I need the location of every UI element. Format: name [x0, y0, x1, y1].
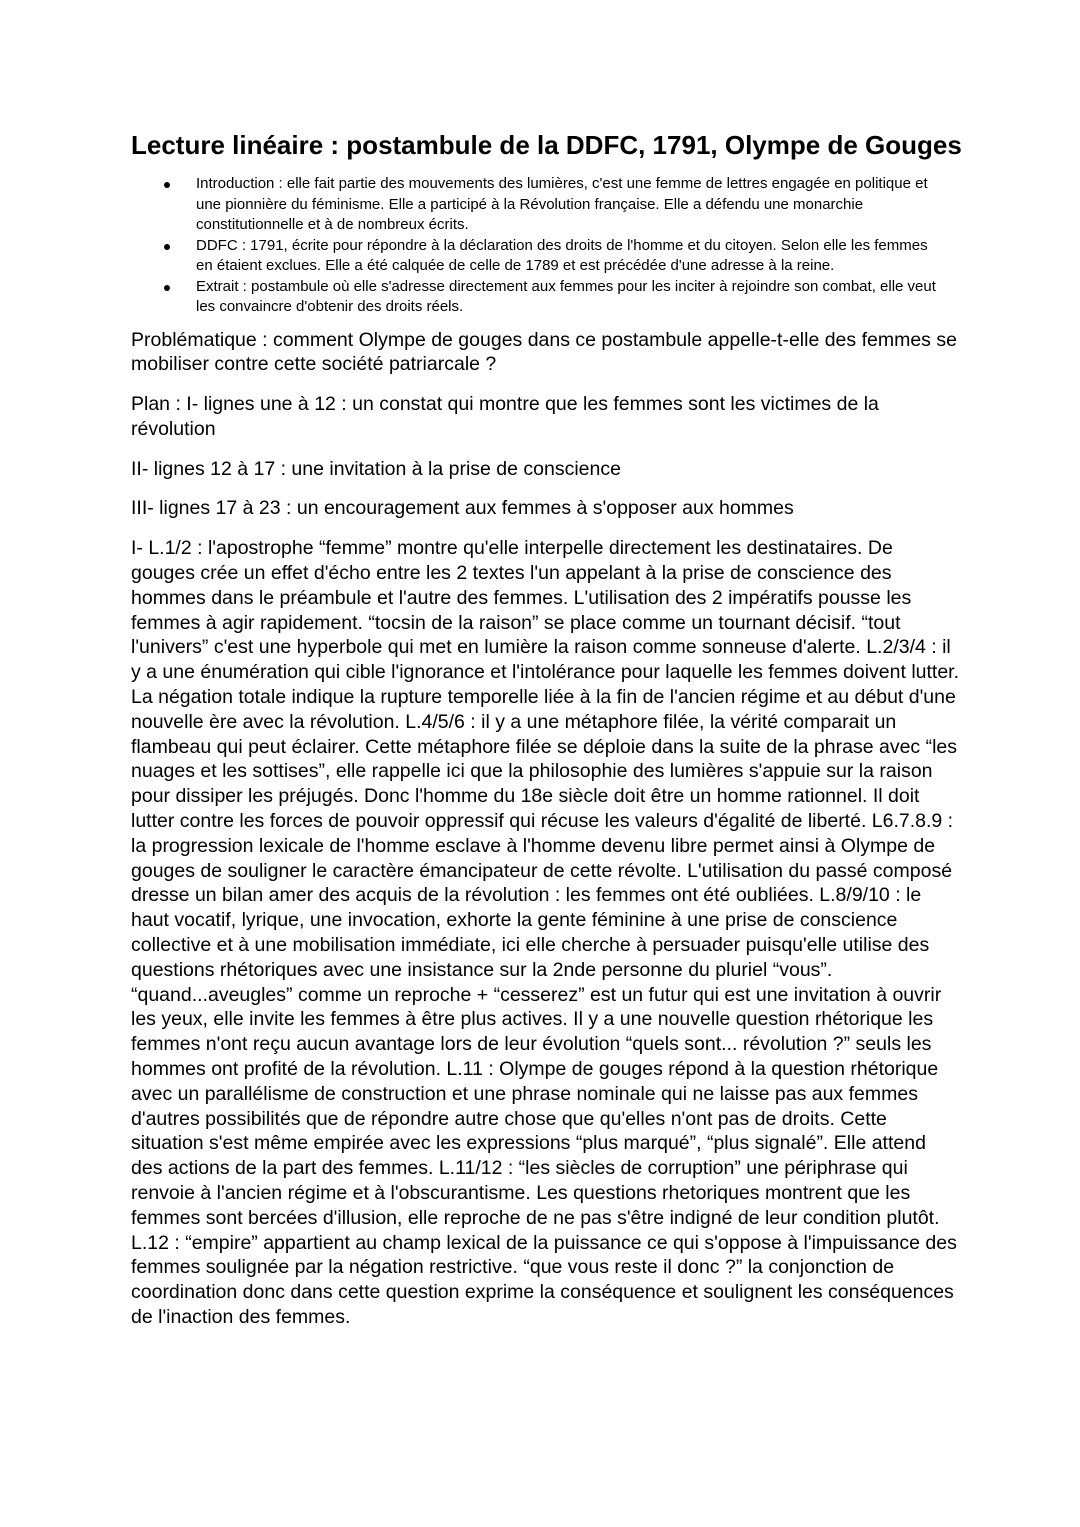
- plan-part-2: II- lignes 12 à 17 : une invitation à la prise de conscience: [131, 457, 621, 480]
- bullet-text: Extrait : postambule où elle s'adresse directement aux femmes pour les inciter à rejoindre son combat, elle veut les convaincre d'obtenir des droits réels.: [196, 277, 936, 315]
- bullet-ddfc: [131, 236, 941, 277]
- bullet-extrait: [131, 277, 941, 318]
- document-page: [131, 128, 961, 1330]
- document-title: Lecture linéaire : postambule de la DDFC, 1791, Olympe de Gouges: [131, 130, 962, 160]
- bullet-introduction: [131, 174, 941, 236]
- intro-bullet-list: [131, 174, 961, 318]
- bullet-text: DDFC : 1791, écrite pour répondre à la déclaration des droits de l'homme et du citoyen. Selon elle les femmes en étaient exclues. Elle a été calquée de celle de 1789 et est précédée d'une adresse à la reine.: [196, 236, 928, 274]
- bullet-text: Introduction : elle fait partie des mouvements des lumières, c'est une femme de lettres engagée en politique et une pionnière du féminisme. Elle a participé à la Révolution française. Elle a défendu une monarchie constitutionnelle et à de nombreux écrits.: [196, 175, 928, 233]
- bullet-dot-icon: [164, 285, 170, 291]
- bullet-dot-icon: [164, 182, 170, 188]
- plan-part-3: III- lignes 17 à 23 : un encouragement aux femmes à s'opposer aux hommes: [131, 497, 794, 520]
- bullet-dot-icon: [164, 244, 170, 250]
- plan-part-1: Plan : I- lignes une à 12 : un constat qui montre que les femmes sont les victimes de la révolution: [131, 393, 879, 440]
- analysis-paragraph: I- L.1/2 : l'apostrophe “femme” montre qu'elle interpelle directement les destinataires. De gouges crée un effet d'écho entre les 2 textes l'un appelant à la prise de conscience des hommes dans le préambule et l'autre des femmes. L'utilisation des 2 impératifs pousse les femmes à agir rapidement. “tocsin de la raison” se place comme un tournant décisif. “tout l'univers” c'est une hyperbole qui met en lumière la raison comme sonneuse d'alerte. L.2/3/4 : il y a une énumération qui cible l'ignorance et l'intolérance pour laquelle les femmes doivent lutter. La négation totale indique la rupture temporelle liée à la fin de l'ancien régime et au début d'une nouvelle ère avec la révolution. L.4/5/6 : il y a une métaphore filée, la vérité comparait un flambeau qui peut éclairer. Cette métaphore filée se déploie dans la suite de la phrase avec “les nuages et les sottises”, elle rappelle ici que la philosophie des lumières s'appuie sur la raison pour dissiper les préjugés. Donc l'homme du 18e siècle doit être un homme rationnel. Il doit lutter contre les forces de pouvoir oppressif qui récuse les valeurs d'égalité de liberté. L6.7.8.9 : la progression lexicale de l'homme esclave à l'homme devenu libre permet ainsi à Olympe de gouges de souligner le caractère émancipateur de cette révolte. L'utilisation du passé composé dresse un bilan amer des acquis de la révolution : les femmes ont été oubliées. L.8/9/10 : le haut vocatif, lyrique, une invocation, exhorte la gente féminine à une prise de conscience collective et à une mobilisation immédiate, ici elle cherche à persuader puisqu'elle utilise des questions rhétoriques avec une insistance sur la 2nde personne du pluriel “vous”. “quand...aveugles” comme un reproche + “cesserez” est un futur qui est une invitation à ouvrir les yeux, elle invite les femmes à être plus actives. Il y a une nouvelle question rhétorique les femmes n'ont reçu aucun avantage lors de leur évolution “quels sont... révolution ?” seuls les hommes ont profité de la révolution. L.11 : Olympe de gouges répond à la question rhétorique avec un parallélisme de construction et une phrase nominale qui ne laisse pas aux femmes d'autres possibilités que de répondre autre chose que qu'elles n'ont pas de droits. Cette situation s'est même empirée avec les expressions “plus marqué”, “plus signalé”. Elle attend des actions de la part des femmes. L.11/12 : “les siècles de corruption” une périphrase qui renvoie à l'ancien régime et à l'obscurantisme. Les questions rhetoriques montrent que les femmes sont bercées d'illusion, elle reproche de ne pas s'être indigné de leur condition plutôt. L.12 : “empire” appartient au champ lexical de la puissance ce qui s'oppose à l'impuissance des femmes soulignée par la négation restrictive. “que vous reste il donc ?” la conjonction de coordination donc dans cette question exprime la conséquence et soulignent les conséquences de l'inaction des femmes.: [131, 537, 960, 1328]
- problematique-paragraph: Problématique : comment Olympe de gouges dans ce postambule appelle-t-elle des femmes se mobiliser contre cette société patriarcale ?: [131, 328, 957, 376]
